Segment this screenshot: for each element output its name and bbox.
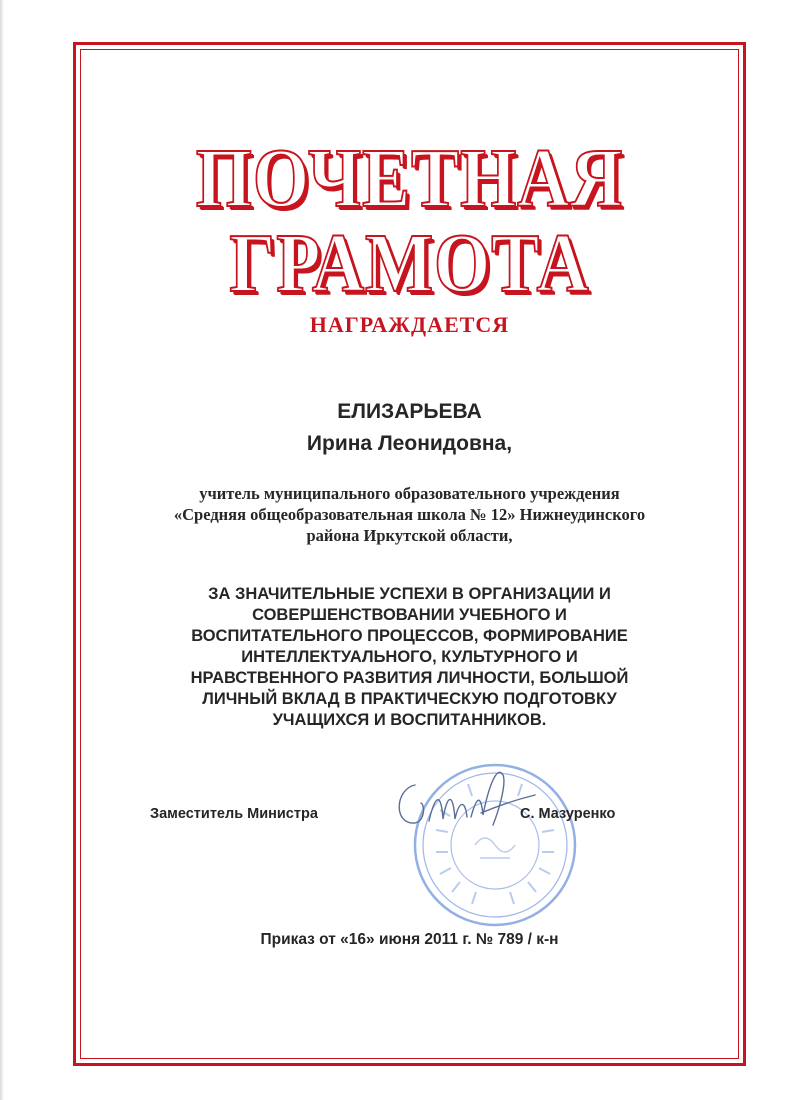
handwritten-signature-icon [385, 755, 545, 845]
reason-line: УЧАЩИХСЯ И ВОСПИТАННИКОВ. [272, 711, 547, 729]
title-line-1: ПОЧЕТНАЯ [195, 132, 624, 225]
position-line: «Средняя общеобразовательная школа № 12» Нижнеудинского [173, 505, 646, 524]
reason-line: ЛИЧНЫЙ ВКЛАД В ПРАКТИЧЕСКУЮ ПОДГОТОВКУ [202, 690, 617, 708]
scan-edge [0, 0, 4, 1100]
position-line: учитель муниципального образовательного учреждения [199, 484, 620, 503]
position-line: района Иркутской области, [306, 526, 513, 545]
reason-line: НРАВСТВЕННОГО РАЗВИТИЯ ЛИЧНОСТИ, БОЛЬШОЙ [190, 669, 629, 687]
awarded-label: НАГРАЖДАЕТСЯ [309, 312, 510, 337]
recipient-given-name: Ирина Леонидовна, [306, 432, 513, 455]
reason-line: ВОСПИТАТЕЛЬНОГО ПРОЦЕССОВ, ФОРМИРОВАНИЕ [191, 627, 628, 645]
reason-line: СОВЕРШЕНСТВОВАНИИ УЧЕБНОГО И [252, 606, 567, 624]
signatory-name: С. Мазуренко [520, 806, 616, 822]
signatory-title: Заместитель Министра [150, 806, 318, 822]
title-line-2: ГРАМОТА [229, 217, 590, 310]
order-reference: Приказ от «16» июня 2011 г. № 789 / к-н [260, 931, 559, 948]
reason-line: ЗА ЗНАЧИТЕЛЬНЫЕ УСПЕХИ В ОРГАНИЗАЦИИ И [208, 585, 611, 603]
reason-line: ИНТЕЛЛЕКТУАЛЬНОГО, КУЛЬТУРНОГО И [241, 648, 578, 666]
recipient-surname: ЕЛИЗАРЬЕВА [337, 400, 482, 423]
